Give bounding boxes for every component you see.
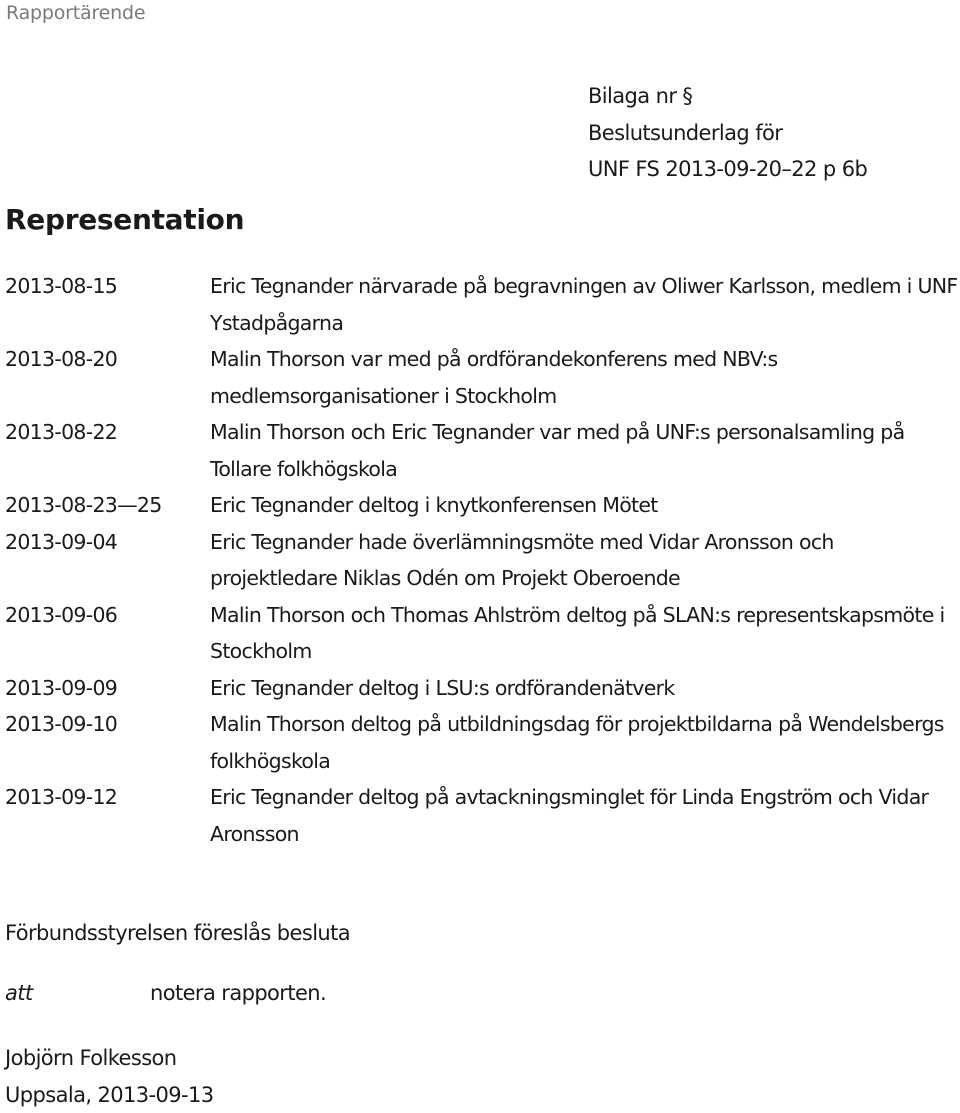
list-item: [5, 341, 960, 414]
signature-block: [5, 1040, 214, 1113]
representation-list: [5, 268, 960, 852]
meeting-reference: UNF FS 2013-09-20–22 p 6b: [588, 151, 867, 188]
entry-date: 2013-09-10: [5, 706, 210, 743]
list-item: [5, 524, 960, 597]
entry-date: 2013-08-22: [5, 414, 210, 451]
entry-date: 2013-09-12: [5, 779, 210, 816]
attachment-number: Bilaga nr §: [588, 78, 867, 115]
entry-description: Eric Tegnander deltog på avtackningsminglet för Linda Engström och Vidar Aronsson: [210, 779, 960, 852]
signatory-name: Jobjörn Folkesson: [5, 1040, 214, 1077]
list-item: [5, 487, 960, 524]
entry-date: 2013-08-15: [5, 268, 210, 305]
entry-description: Malin Thorson och Eric Tegnander var med på UNF:s personalsamling på Tollare folkhögskola: [210, 414, 960, 487]
entry-date: 2013-09-06: [5, 597, 210, 634]
entry-date: 2013-09-09: [5, 670, 210, 707]
basis-label: Beslutsunderlag för: [588, 115, 867, 152]
entry-description: Malin Thorson och Thomas Ahlström deltog på SLAN:s representskapsmöte i Stockholm: [210, 597, 960, 670]
signature-place-date: Uppsala, 2013-09-13: [5, 1077, 214, 1113]
decision-text: notera rapporten.: [150, 981, 326, 1005]
entry-description: Eric Tegnander hade överlämningsmöte med Vidar Aronsson och projektledare Niklas Odén om Projekt Oberoende: [210, 524, 960, 597]
entry-date: 2013-08-20: [5, 341, 210, 378]
entry-description: Eric Tegnander närvarade på begravningen av Oliwer Karlsson, medlem i UNF Ystadpågarna: [210, 268, 960, 341]
document-header: [588, 78, 867, 188]
list-item: [5, 597, 960, 670]
list-item: [5, 779, 960, 852]
proposal-title: Förbundsstyrelsen föreslås besluta: [5, 921, 350, 945]
entry-date: 2013-08-23—25: [5, 487, 210, 524]
list-item: [5, 414, 960, 487]
list-item: [5, 706, 960, 779]
entry-description: Eric Tegnander deltog i LSU:s ordförandenätverk: [210, 670, 960, 707]
list-item: [5, 670, 960, 707]
list-item: [5, 268, 960, 341]
att-label: att: [5, 981, 33, 1005]
entry-description: Eric Tegnander deltog i knytkonferensen Mötet: [210, 487, 960, 524]
entry-date: 2013-09-04: [5, 524, 210, 561]
entry-description: Malin Thorson var med på ordförandekonferens med NBV:s medlemsorganisationer i Stockholm: [210, 341, 960, 414]
section-title: Representation: [5, 203, 244, 236]
document-type-label: Rapportärende: [6, 2, 145, 24]
entry-description: Malin Thorson deltog på utbildningsdag för projektbildarna på Wendelsbergs folkhögskola: [210, 706, 960, 779]
